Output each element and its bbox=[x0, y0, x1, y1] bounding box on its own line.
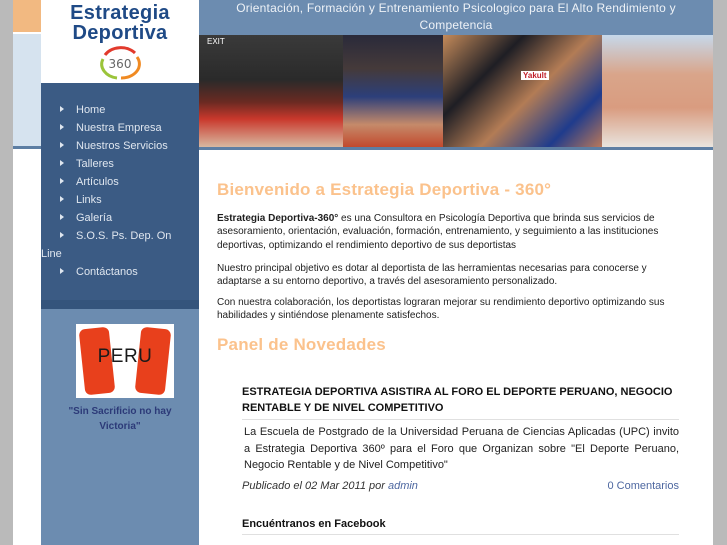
author-link[interactable]: admin bbox=[387, 479, 418, 492]
news-meta bbox=[242, 480, 679, 496]
comments-link[interactable]: 0 Comentarios bbox=[607, 479, 679, 492]
decor-lightblue-block bbox=[13, 34, 41, 146]
nav-item-nuestra-empresa[interactable]: Nuestra Empresa bbox=[41, 119, 199, 137]
peru-flag-image: PERU bbox=[76, 324, 174, 398]
logo-text-line2: Deportiva bbox=[72, 22, 168, 44]
news-panel-title: Panel de Novedades bbox=[217, 335, 386, 354]
decor-line bbox=[13, 146, 41, 149]
arrow-right-icon bbox=[60, 142, 64, 148]
arrow-right-icon bbox=[60, 178, 64, 184]
main-nav bbox=[41, 83, 199, 300]
nav-bottom-band bbox=[41, 300, 199, 309]
svg-text:360: 360 bbox=[108, 57, 132, 71]
site-logo[interactable] bbox=[41, 0, 199, 83]
site-tagline: Orientación, Formación y Entrenamiento Psicologico para El Alto Rendimiento y Competencia bbox=[199, 0, 713, 35]
photo-volleyball: EXIT bbox=[199, 35, 343, 147]
arrow-right-icon bbox=[60, 268, 64, 274]
photo-tennis bbox=[343, 35, 443, 147]
nav-item-galeria[interactable]: Galería bbox=[41, 209, 199, 227]
news-item bbox=[242, 384, 679, 496]
nav-item-contactanos[interactable]: Contáctanos bbox=[41, 263, 199, 281]
photo-swimmers: Yakult bbox=[443, 35, 602, 147]
sidebar bbox=[41, 0, 199, 545]
arrow-right-icon bbox=[60, 232, 64, 238]
arrow-right-icon bbox=[60, 196, 64, 202]
published-date: Publicado el 02 Mar 2011 por bbox=[242, 479, 388, 492]
arrow-right-icon bbox=[60, 124, 64, 130]
nav-item-home[interactable]: Home bbox=[41, 101, 199, 119]
facebook-section-title: Encuéntranos en Facebook bbox=[242, 518, 679, 535]
motto-text: "Sin Sacrificio no hay Victoria" bbox=[68, 406, 172, 432]
nav-item-talleres[interactable]: Talleres bbox=[41, 155, 199, 173]
news-body: La Escuela de Postgrado de la Universidad Peruana de Ciencias Aplicadas (UPC) invito a Estrategia Deportiva 360º para el Foro que Organizan sobre "El Deporte Peruano, Negocio Rentable y de Nivel Competitivo" bbox=[244, 426, 679, 471]
objective-paragraph: Nuestro principal objetivo es dotar al deportista de las herramientas necesarias para conocerse y adaptarse a su entorno deportivo, a través del asesoramiento personalizado. bbox=[217, 263, 647, 288]
decor-peach-block bbox=[13, 0, 41, 32]
nav-item-sos-online[interactable]: S.O.S. Ps. Dep. On Line bbox=[41, 230, 172, 260]
arrow-right-icon bbox=[60, 160, 64, 166]
header-photo-strip bbox=[199, 35, 713, 147]
logo-360-icon bbox=[95, 45, 145, 81]
peru-panel bbox=[41, 309, 199, 545]
nav-item-nuestros-servicios[interactable]: Nuestros Servicios bbox=[41, 137, 199, 155]
arrow-right-icon bbox=[60, 106, 64, 112]
left-decor-strip bbox=[13, 0, 41, 545]
nav-item-links[interactable]: Links bbox=[41, 191, 199, 209]
intro-paragraph: Estrategia Deportiva-360° es una Consultora en Psicología Deportiva que brinda sus servicios de asesoramiento, orientación, evaluación, formación, entrenamiento, y seguimiento a las instituciones deportivas, optimizando el rendimiento deportivo de sus deportistas bbox=[217, 213, 659, 251]
photo-medal bbox=[602, 35, 713, 147]
main-content bbox=[199, 150, 713, 545]
arrow-right-icon bbox=[60, 214, 64, 220]
logo-text-line1: Estrategia bbox=[70, 2, 170, 24]
welcome-title: Bienvenido a Estrategia Deportiva - 360° bbox=[217, 180, 552, 199]
nav-item-articulos[interactable]: Artículos bbox=[41, 173, 199, 191]
collaboration-paragraph: Con nuestra colaboración, los deportistas lograran mejorar su rendimiento deportivo optimizando sus habilidades y sintiéndose plenamente satisfechos. bbox=[217, 297, 665, 322]
news-title-link[interactable]: ESTRATEGIA DEPORTIVA ASISTIRA AL FORO EL DEPORTE PERUANO, NEGOCIO RENTABLE Y DE NIVEL COMPETITIVO bbox=[242, 384, 679, 420]
